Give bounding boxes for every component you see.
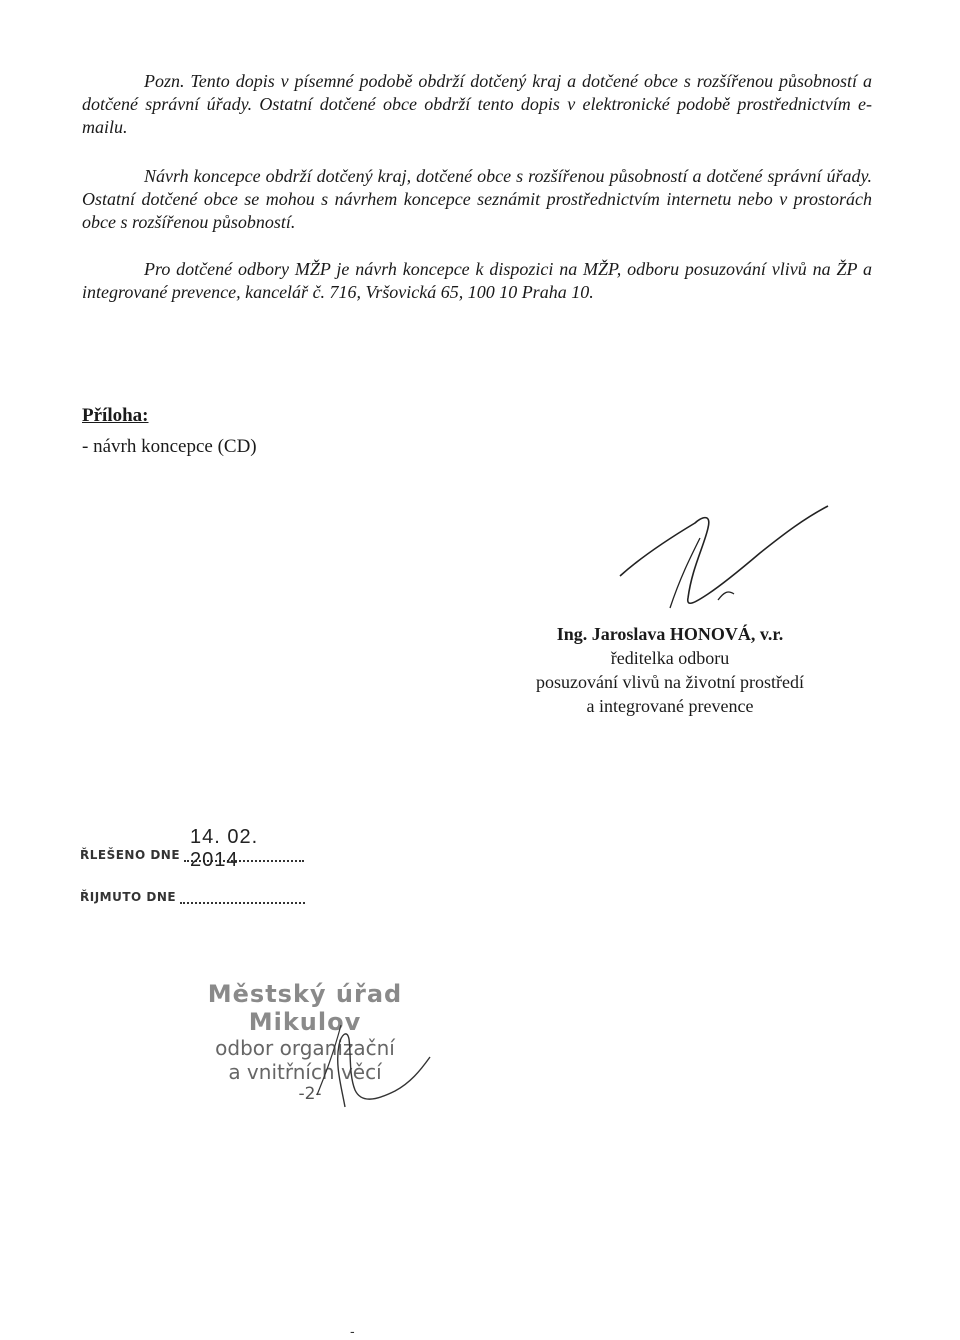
ministry-departments-paragraph: Pro dotčené odbory MŽP je návrh koncepce k dispozici na MŽP, odboru posuzování vlivů na ŽP a integrované prevence, kancelář č. 716, Vršovická 65, 100 10 Praha 10. bbox=[82, 259, 872, 302]
note-paragraph: Pozn. Tento dopis v písemné podobě obdrží dotčený kraj a dotčené obce s rozšířenou působností a dotčené správní úřady. Ostatní dotčené obce obdrží tento dopis v elektronické podobě prostřednictvím e-mailu. bbox=[82, 71, 872, 137]
stamp-signature bbox=[295, 995, 435, 1110]
office-stamp-department: odbor organizační bbox=[215, 1036, 395, 1060]
signatory-role-line: a integrované prevence bbox=[586, 696, 754, 716]
page-mark: - bbox=[350, 1323, 355, 1339]
office-stamp-title: Městský úřad Mikulov bbox=[207, 980, 403, 1036]
signatory-role-line: ředitelka odboru bbox=[610, 648, 730, 668]
taken-stamp-row bbox=[80, 890, 305, 904]
attachment-item: - návrh koncepce (CD) bbox=[82, 436, 257, 457]
attachment-heading: Příloha: bbox=[82, 405, 149, 426]
signatory-name: Ing. Jaroslava HONOVÁ, v.r. bbox=[556, 624, 784, 644]
concept-distribution-paragraph: Návrh koncepce obdrží dotčený kraj, dotčené obce s rozšířenou působností a dotčené správní úřady. Ostatní dotčené obce se mohou s návrhem koncepce seznámit prostřednictvím internetu nebo v prostorách obce s rozšířenou působností. bbox=[82, 166, 872, 232]
taken-label: ŘIJMUTO DNE bbox=[80, 890, 177, 904]
office-stamp-department: a vnitřních věcí bbox=[228, 1060, 382, 1084]
signature-block bbox=[490, 622, 850, 718]
handwritten-signature bbox=[600, 498, 840, 618]
dotted-line bbox=[180, 901, 305, 904]
signatory-role-line: posuzování vlivů na životní prostředí bbox=[536, 672, 804, 692]
office-stamp-number: -2- bbox=[298, 1084, 322, 1104]
received-date: 14. 02. 2014 bbox=[190, 826, 259, 871]
received-label: ŘLEŠENO DNE bbox=[80, 848, 181, 862]
received-stamp-row bbox=[80, 826, 304, 871]
